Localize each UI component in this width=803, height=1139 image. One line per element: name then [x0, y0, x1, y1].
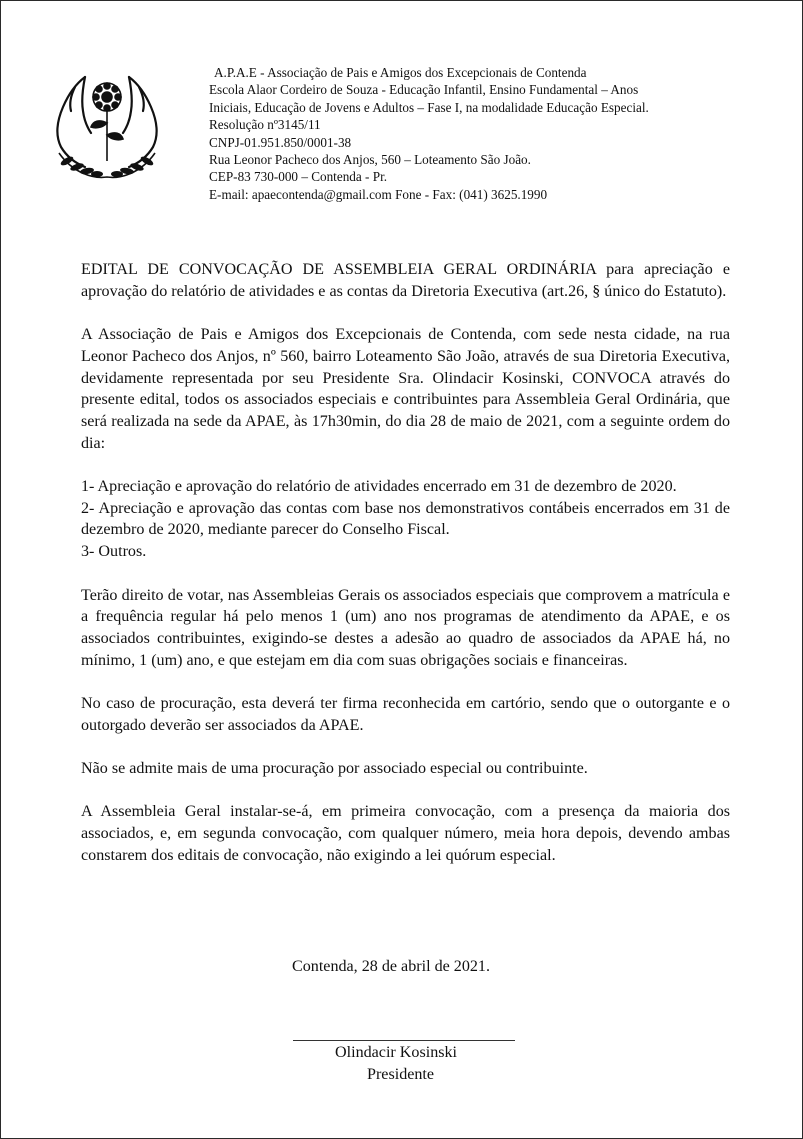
agenda-item-3: 3- Outros.: [81, 543, 147, 561]
address: Rua Leonor Pacheco dos Anjos, 560 – Loteamento São João.: [209, 152, 531, 168]
voting-rights-paragraph: Terão direito de votar, nas Assembleias Gerais os associados especiais que comprovem a matrícula e a frequência regular há pelo menos 1 (um) ano nos programas de atendimento da APAE, e os associados contribuintes, exigindo-se destes a adesão ao quadro de associados da APAE há, no mínimo, 1 (um) ano, e que estejam em dia com suas obrigações sociais e financeiras.: [81, 586, 730, 669]
school-name: Escola Alaor Cordeiro de Souza - Educação Infantil, Ensino Fundamental – Anos: [209, 82, 639, 98]
postal-code: CEP-83 730-000 – Contenda - Pr.: [209, 169, 388, 185]
signer-role: Presidente: [367, 1066, 435, 1083]
quorum-paragraph: A Assembleia Geral instalar-se-á, em primeira convocação, com a presença da maioria dos associados, e, em segunda convocação, com qualquer número, meia hora depois, devendo ambas constarem dos editais de convocação, não exigindo a lei quórum especial.: [81, 803, 730, 864]
cnpj: CNPJ-01.951.850/0001-38: [209, 134, 352, 150]
agenda-item-2: 2- Apreciação e aprovação das contas com base nos demonstrativos contábeis encerrados em 31 de dezembro de 2020, mediante parecer do Conselho Fiscal.: [81, 499, 730, 539]
apae-logo-icon: [33, 57, 181, 185]
signer-name: Olindacir Kosinski: [335, 1044, 458, 1061]
edital-title: EDITAL DE CONVOCAÇÃO DE ASSEMBLEIA GERAL ORDINÁRIA para apreciação e aprovação do relatório de atividades e as contas da Diretoria Executiva (art.26, § único do Estatuto).: [81, 261, 730, 300]
convocation-paragraph: A Associação de Pais e Amigos dos Excepcionais de Contenda, com sede nesta cidade, na rua Leonor Pacheco dos Anjos, nº 560, bairro Loteamento São João, através de sua Diretoria Executiva, devidamente representada por seu Presidente Sra. Olindacir Kosinski, CONVOCA através do presente edital, todos os associados especiais e contribuintes para Assembleia Geral Ordinária, que será realizada na sede da APAE, às 17h30min, do dia 28 de maio de 2021, com a seguinte ordem do dia:: [81, 326, 730, 452]
document-body: [81, 259, 730, 867]
proxy-paragraph: No caso de procuração, esta deverá ter firma reconhecida em cartório, sendo que o outorgante e o outorgado deverão ser associados da APAE.: [81, 695, 730, 734]
place-date: Contenda, 28 de abril de 2021.: [292, 958, 490, 975]
letterhead: [209, 64, 749, 203]
school-modalities: Iniciais, Educação de Jovens e Adultos – Fase I, na modalidade Educação Especial.: [209, 99, 649, 115]
signature-line: [293, 1040, 515, 1041]
org-name: A.P.A.E - Associação de Pais e Amigos dos Excepcionais de Contenda: [214, 65, 587, 80]
contact-info: E-mail: apaecontenda@gmail.com Fone - Fax: (041) 3625.1990: [209, 186, 548, 202]
proxy-limit-paragraph: Não se admite mais de uma procuração por associado especial ou contribuinte.: [81, 760, 588, 778]
resolution: Resolução nº3145/11: [209, 117, 321, 133]
agenda-item-1: 1- Apreciação e aprovação do relatório de atividades encerrado em 31 de dezembro de 2020.: [81, 478, 677, 495]
